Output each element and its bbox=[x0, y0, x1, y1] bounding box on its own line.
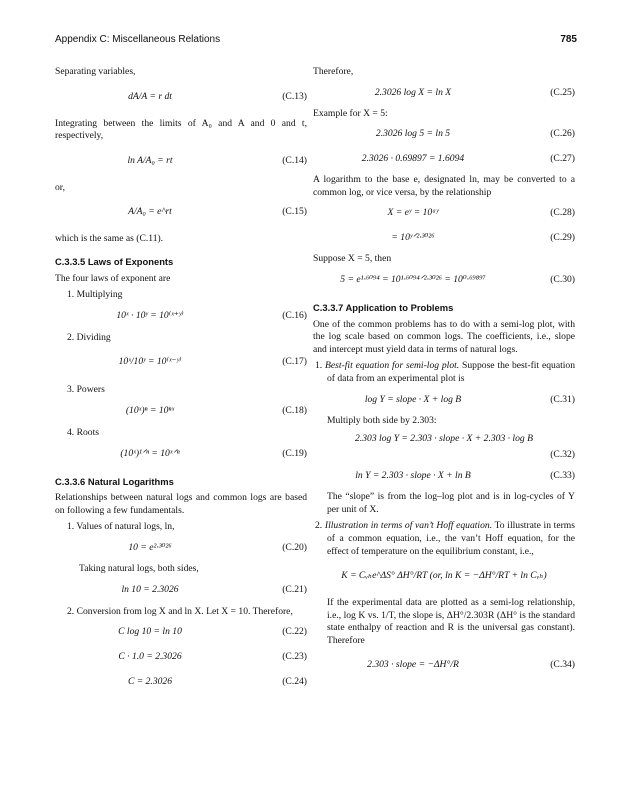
equation-c18 bbox=[55, 401, 307, 423]
equation-number: (C.17) bbox=[282, 356, 307, 368]
equation-number: (C.27) bbox=[550, 153, 575, 165]
equation-math: C log 10 = ln 10 bbox=[118, 626, 182, 638]
equation-c14 bbox=[55, 147, 307, 179]
equation-number: (C.31) bbox=[550, 393, 575, 405]
equation-math: 2.3026 log 5 = ln 5 bbox=[375, 128, 451, 140]
paragraph: Relationships between natural logs and common logs are based on following a few fundamentals. bbox=[55, 492, 307, 516]
equation-c29 bbox=[313, 228, 575, 250]
list-item: 3. Powers bbox=[67, 384, 105, 396]
paragraph: If the experimental data are plotted as a semi-log relationship, i.e., log K vs. 1/T, the slope is, ΔH°/2.303R (ΔH° is the standard state enthalpy of reaction and R is the universal gas constant). Therefore bbox=[327, 597, 575, 646]
equation-math: ln Y = 2.303 · slope · X + ln B bbox=[355, 470, 471, 482]
equation-number: (C.23) bbox=[282, 651, 307, 663]
equation-number: (C.30) bbox=[550, 273, 575, 285]
equation-number: (C.32) bbox=[550, 449, 575, 461]
paragraph: The “slope” is from the log–log plot and is in log-cycles of Y per unit of X. bbox=[327, 491, 575, 515]
section-heading: C.3.3.7 Application to Problems bbox=[313, 301, 454, 313]
equation-number: (C.24) bbox=[282, 676, 307, 688]
list-item: 1. Multiplying bbox=[67, 289, 123, 301]
paragraph: Taking natural logs, both sides, bbox=[79, 562, 199, 574]
header-section-title: Appendix C: Miscellaneous Relations bbox=[55, 34, 221, 45]
equation-math: X = eʸ = 10ᵃʸ bbox=[387, 207, 439, 219]
equation-number: (C.14) bbox=[282, 154, 307, 166]
equation-number: (C.16) bbox=[282, 309, 307, 321]
equation-math: ln 10 = 2.3026 bbox=[121, 583, 179, 595]
list-item: 4. Roots bbox=[67, 426, 99, 438]
equation-number: (C.34) bbox=[550, 659, 575, 671]
equation-math: 2.3026 log X = ln X bbox=[374, 86, 452, 98]
equation-c27 bbox=[313, 149, 575, 171]
equation-math: 10ˣ/10ʸ = 10⁽ˣ⁻ʸ⁾ bbox=[118, 356, 182, 368]
left-column bbox=[55, 66, 307, 697]
list-item-title: Best-fit equation for semi-log plot. bbox=[325, 360, 460, 372]
paragraph: which is the same as (C.11). bbox=[55, 233, 164, 245]
equation-math: 2.303 · slope = −ΔH°/R bbox=[367, 659, 459, 671]
equation-c28 bbox=[313, 203, 575, 225]
equation-math: ln A/A₀ = rt bbox=[127, 154, 173, 166]
equation-math: = 10ʸᐟ²·³⁰²⁶ bbox=[391, 232, 435, 244]
equation-number: (C.33) bbox=[550, 470, 575, 482]
list-item: 2. Conversion from log X and ln X. Let X = 10. Therefore, bbox=[67, 605, 293, 617]
equation-math: K = Cᵥₕe^ΔS° ΔH°/RT (or, ln K = −ΔH°/RT + ln Cᵥₕ) bbox=[341, 570, 547, 582]
paragraph: Multiply both side by 2.303: bbox=[327, 414, 437, 426]
list-item: 2. Dividing bbox=[67, 331, 111, 343]
equation-van-t-hoff bbox=[313, 562, 575, 594]
paragraph: Example for X = 5: bbox=[313, 107, 388, 119]
equation-number: (C.21) bbox=[282, 583, 307, 595]
equation-number: (C.13) bbox=[282, 90, 307, 102]
equation-c16 bbox=[55, 306, 307, 328]
paragraph: The four laws of exponent are bbox=[55, 272, 171, 284]
page-number: 785 bbox=[560, 34, 577, 45]
equation-number: (C.26) bbox=[550, 128, 575, 140]
equation-c26 bbox=[313, 124, 575, 146]
equation-number: (C.20) bbox=[282, 541, 307, 553]
list-item-text: To illustrate in terms of a common equation, i.e., the van’t Hoff equation, for the effect of temperature on the equilibrium constant, i.e., bbox=[327, 520, 575, 557]
paragraph: One of the common problems has to do with a semi-log plot, with the log scale based on common logs. The coefficients, i.e., slope and intercept must yield data in terms of natural logs. bbox=[313, 318, 575, 355]
list-item: 1. Values of natural logs, ln, bbox=[67, 521, 175, 533]
paragraph: A logarithm to the base e, designated ln, may be converted to a common log, or vice versa, by the relationship bbox=[313, 174, 575, 198]
equation-math: dA/A = r dt bbox=[128, 90, 172, 102]
equation-c15 bbox=[55, 198, 307, 230]
equation-number: (C.22) bbox=[282, 626, 307, 638]
equation-c21 bbox=[55, 580, 307, 602]
equation-c17 bbox=[55, 348, 307, 380]
running-header bbox=[55, 34, 577, 50]
equation-c33 bbox=[313, 466, 575, 488]
equation-math: 2.303 log Y = 2.303 · slope · X + 2.303 · log B bbox=[355, 433, 533, 445]
equation-number: (C.18) bbox=[282, 404, 307, 416]
equation-math: 10 = e²·³⁰²⁶ bbox=[128, 541, 172, 553]
equation-math: (10ˣ)ⁿ = 10ⁿˣ bbox=[125, 404, 175, 416]
equation-number: (C.19) bbox=[282, 447, 307, 459]
equation-c30 bbox=[313, 270, 575, 292]
equation-c34 bbox=[313, 651, 575, 683]
equation-math: C = 2.3026 bbox=[127, 676, 173, 688]
equation-math: 10ˣ · 10ʸ = 10⁽ˣ⁺ʸ⁾ bbox=[116, 309, 184, 321]
equation-number: (C.29) bbox=[550, 232, 575, 244]
equation-number: (C.15) bbox=[282, 206, 307, 218]
section-heading: C.3.3.5 Laws of Exponents bbox=[55, 255, 174, 267]
paragraph: or, bbox=[55, 181, 66, 193]
equation-c31 bbox=[313, 390, 575, 412]
equation-c23 bbox=[55, 647, 307, 669]
equation-c22 bbox=[55, 622, 307, 644]
equation-c20 bbox=[55, 538, 307, 560]
equation-c13 bbox=[55, 83, 307, 115]
equation-c32 bbox=[313, 431, 575, 463]
equation-number: (C.25) bbox=[550, 86, 575, 98]
equation-math: (10ˣ)¹ᐟⁿ = 10ˣᐟⁿ bbox=[120, 447, 180, 459]
equation-c19 bbox=[55, 444, 307, 466]
equation-math: log Y = slope · X + log B bbox=[364, 393, 462, 405]
list-item: 1. Best-fit equation for semi-log plot. Suppose the best-fit equation of data from an experimental plot is bbox=[315, 360, 576, 384]
paragraph: Therefore, bbox=[313, 66, 354, 77]
equation-math: C · 1.0 = 2.3026 bbox=[118, 651, 182, 663]
equation-number: (C.28) bbox=[550, 207, 575, 219]
equation-c25 bbox=[313, 83, 575, 105]
list-item-text: Suppose the best-fit equation of data from an experimental plot is bbox=[327, 360, 576, 384]
paragraph: Separating variables, bbox=[55, 66, 136, 77]
right-column bbox=[313, 66, 575, 686]
equation-c24 bbox=[55, 672, 307, 694]
equation-math: A/A₀ = e^rt bbox=[128, 206, 172, 218]
equation-math: 2.3026 · 0.69897 = 1.6094 bbox=[361, 153, 465, 165]
paragraph: Integrating between the limits of A₀ and A and 0 and t, respectively, bbox=[55, 117, 307, 142]
paragraph: Suppose X = 5, then bbox=[313, 253, 392, 265]
list-item-title: Illustration in terms of van’t Hoff equation. bbox=[324, 520, 493, 532]
section-heading: C.3.3.6 Natural Logarithms bbox=[55, 475, 174, 487]
equation-math: 5 = e¹·⁶⁰⁹⁴ = 10¹·⁶⁰⁹⁴ᐟ²·³⁰²⁶ = 10⁰·⁶⁹⁸⁹⁷ bbox=[340, 273, 486, 285]
list-item: 2. Illustration in terms of van’t Hoff equation. To illustrate in terms of a common equation, i.e., the van’t Hoff equation, for the effect of temperature on the equilibrium constant, i.e., bbox=[315, 520, 575, 557]
